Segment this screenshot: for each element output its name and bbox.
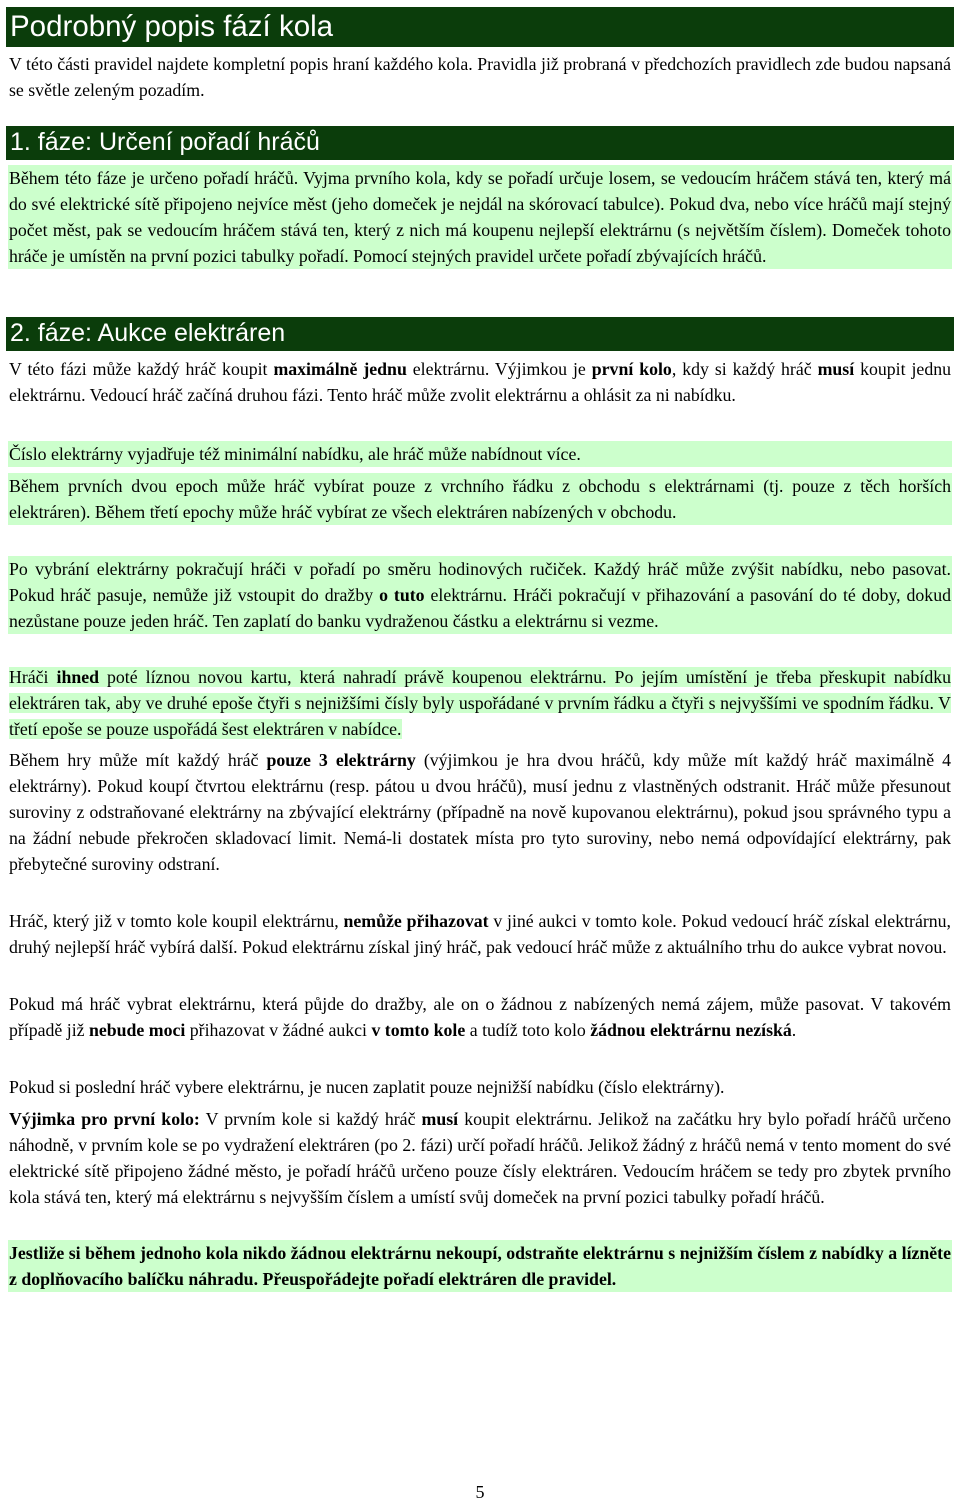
- phase2-heading: 2. fáze: Aukce elektráren: [6, 317, 954, 351]
- phase2-paragraph-9: Pokud si poslední hráč vybere elektrárnu, je nucen zaplatit pouze nejnižší nabídku (číslo elektrárny).: [9, 1077, 725, 1097]
- phase2-paragraph-5: Hráči ihned poté líznou novou kartu, která nahradí právě koupenou elektrárnu. Po jejím umístění je třeba přeskupit nabídku elektráren tak, aby ve druhé epoše čtyři s nejnižšími čísly byly uspořádané v prvním řádku a čtyři s nejvyššími ve spodním řádku. V třetí epoše se pouze uspořádá šest elektráren v nabídce.: [9, 667, 951, 739]
- phase2-paragraph-6: Během hry může mít každý hráč pouze 3 elektrárny (výjimkou je hra dvou hráčů, kdy může mít každý hráč maximálně 4 elektrárny). Pokud koupí čtvrtou elektrárnu (resp. pátou u dvou hráčů), musí jednu z vlastněných odstranit. Hráč může přesunout suroviny z odstraňované elektrárny na zbývající elektrárny (případně na nově kupovanou elektrárnu), pokud jsou správného typu a na žádní nebude překročen skladovací limit. Nemá-li dostatek místa pro tyto suroviny, nebo nemá odpovídající elektrárny, pak přebytečné suroviny odstraní.: [9, 750, 951, 874]
- phase2-paragraph-7: Hráč, který již v tomto kole koupil elektrárnu, nemůže přihazovat v jiné aukci v tomto kole. Pokud vedoucí hráč získal elektrárnu, druhý nejlepší hráč vybírá další. Pokud elektrárnu získal jiný hráč, pak vedoucí hráč může z aktuálního trhu do aukce vybrat novou.: [9, 911, 951, 957]
- phase2-paragraph-1: V této fázi může každý hráč koupit maximálně jednu elektrárnu. Výjimkou je první kolo, kdy si každý hráč musí koupit jednu elektrárnu. Vedoucí hráč začíná druhou fázi. Tento hráč může zvolit elektrárnu a ohlásit za ni nabídku.: [9, 359, 951, 405]
- page-number: 5: [475, 1482, 485, 1502]
- phase1-paragraph: Během této fáze je určeno pořadí hráčů. Vyjma prvního kola, kdy se pořadí určuje losem, se vedoucím hráčem stává ten, který má do své elektrické sítě připojeno nejvíce měst (jeho domeček je nejdál na skórovací tabulce). Pokud dva, nebo více hráčů mají stejný počet měst, pak se vedoucím hráčem stává ten, který z nich má koupenu nejlepší elektrárnu (s největším číslem). Domeček tohoto hráče je umístěn na první pozici tabulky pořadí. Pomocí stejných pravidel určete pořadí zbývajících hráčů.: [8, 165, 952, 269]
- no-purchase-rule-paragraph: Jestliže si během jednoho kola nikdo žádnou elektrárnu nekoupí, odstraňte elektrárnu s nejnižším číslem z nabídky a lízněte z doplňovacího balíčku náhradu. Přeuspořádejte pořadí elektráren dle pravidel.: [8, 1240, 952, 1292]
- phase2-paragraph-4: Po vybrání elektrárny pokračují hráči v pořadí po směru hodinových ručiček. Každý hráč může zvýšit nabídku, nebo pasovat. Pokud hráč pasuje, nemůže již vstoupit do dražby o tuto elektrárnu. Hráči pokračují v přihazování a pasování do té doby, dokud nezůstane pouze jeden hráč. Ten zaplatí do banku vydraženou částku a elektrárnu si vezme.: [8, 556, 952, 634]
- phase2-paragraph-3: Během prvních dvou epoch může hráč vybírat pouze z vrchního řádku z obchodu s elektrárnami (tj. pouze z těch horších elektráren). Během třetí epochy může hráč vybírat ze všech elektráren nabízených v obchodu.: [8, 473, 952, 525]
- phase2-paragraph-8: Pokud má hráč vybrat elektrárnu, která půjde do dražby, ale on o žádnou z nabízených nemá zájem, může pasovat. V takovém případě již nebude moci přihazovat v žádné aukci v tomto kole a tudíž toto kolo žádnou elektrárnu nezíská.: [9, 994, 951, 1040]
- intro-paragraph: V této části pravidel najdete kompletní popis hraní každého kola. Pravidla již probraná v předchozích pravidlech zde budou napsaná se světle zeleným pozadím.: [9, 54, 951, 100]
- main-heading: Podrobný popis fází kola: [6, 7, 954, 47]
- phase1-heading: 1. fáze: Určení pořadí hráčů: [6, 126, 954, 160]
- first-round-exception-paragraph: Výjimka pro první kolo: V prvním kole si každý hráč musí koupit elektrárnu. Jelikož na začátku hry bylo pořadí hráčů určeno náhodně, v prvním kole se po vydražení elektráren (po 2. fázi) určí pořadí hráčů. Jelikož žádný z hráčů nemá v tento moment do své elektrické sítě připojeno žádné město, je pořadí hráčů určeno pouze čísly elektráren. Vedoucím hráčem se tedy pro zbytek prvního kola stává ten, který má elektrárnu s nejvyšším číslem a umístí svůj domeček na první pozici tabulky pořadí hráčů.: [9, 1109, 951, 1207]
- phase2-paragraph-2: Číslo elektrárny vyjadřuje též minimální nabídku, ale hráč může nabídnout více.: [8, 441, 952, 467]
